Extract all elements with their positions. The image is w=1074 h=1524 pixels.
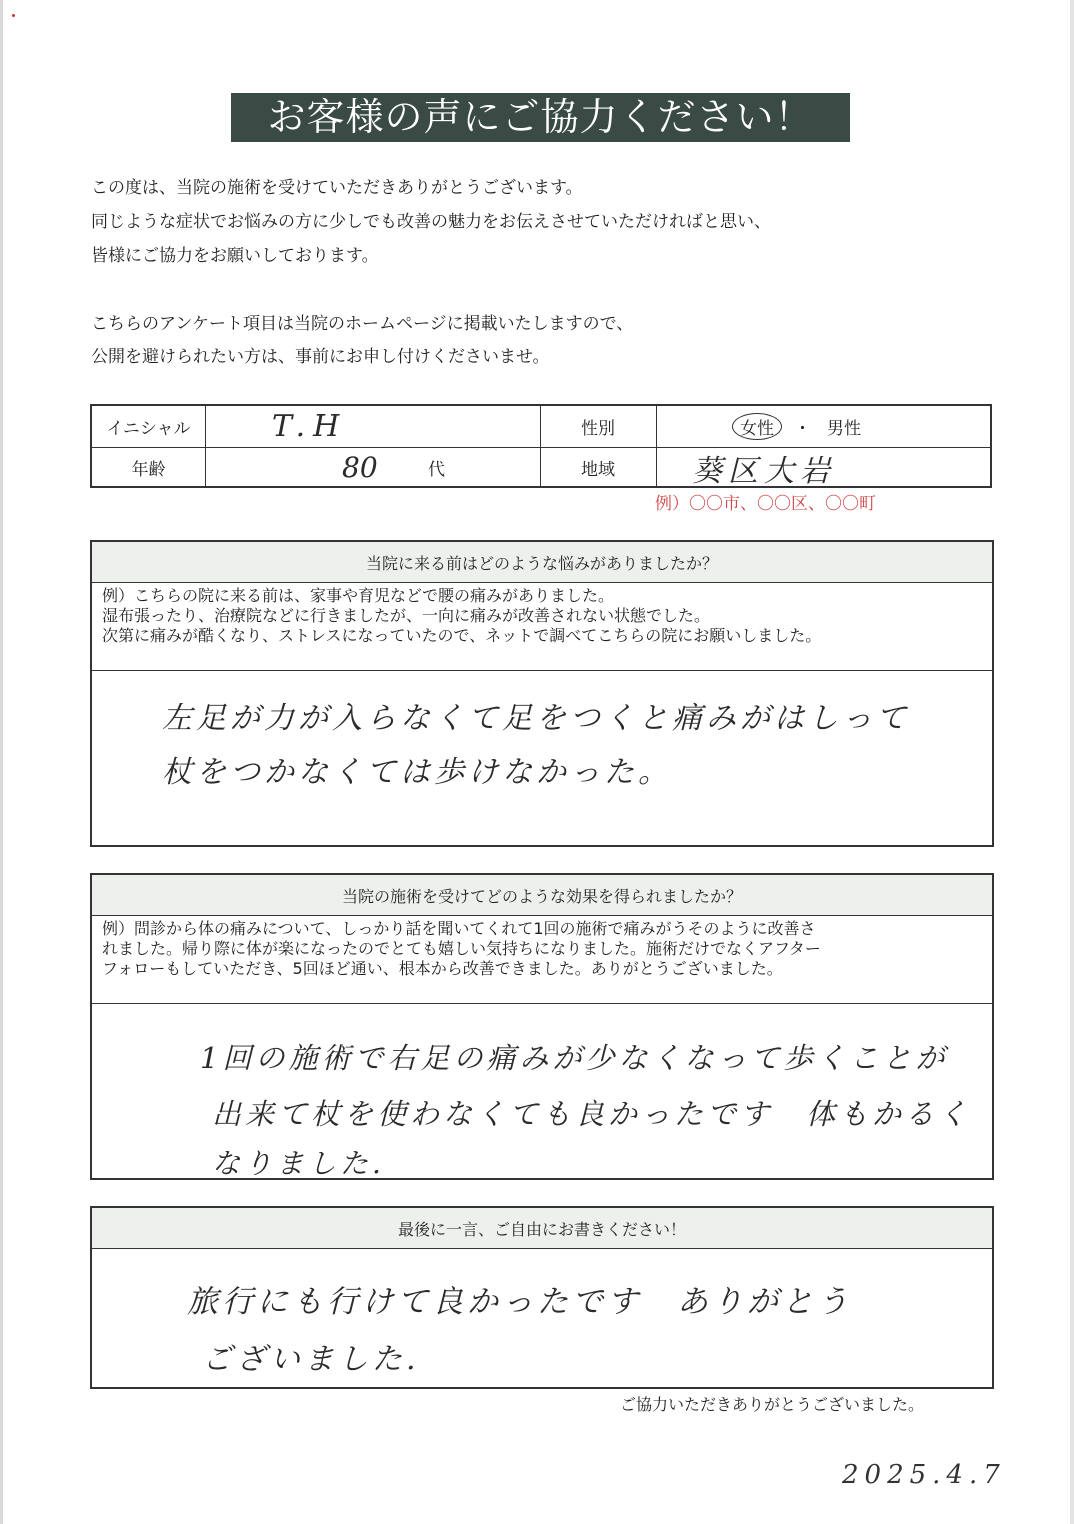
example-line: れました。帰り際に体が楽になったのでとても嬉しい気持ちになりました。施術だけでなくアフター (102, 939, 821, 958)
gender-separator: ・ (794, 419, 811, 439)
answer-line: 杖をつかなくては歩けなかった。 (162, 755, 672, 790)
example-line: 例）こちらの院に来る前は、家事や育児などで腰の痛みがありました。 (102, 586, 615, 605)
region-example-note: 例）〇〇市、〇〇区、〇〇町 (655, 494, 876, 514)
question-3-answer (92, 1248, 992, 1387)
info-col-divider-3 (656, 406, 657, 486)
intro-line-2: 同じような症状でお悩みの方に少しでも改善の魅力をお伝えさせていただければと思い、 (91, 212, 771, 232)
region-label: 地域 (581, 460, 615, 480)
initial-value: T.H (272, 409, 348, 444)
answer-line: 出来て杖を使わなくても良かったです 体もかるく (212, 1097, 972, 1131)
scan-dot (12, 14, 15, 17)
question-2-answer (92, 1004, 992, 1178)
answer-line: 1回の施術で右足の痛みが少なくなって歩くことが (200, 1041, 949, 1075)
question-2-box (90, 873, 994, 1180)
intro-line-1: この度は、当院の施術を受けていただきありがとうございます。 (91, 178, 583, 198)
gender-options (732, 406, 982, 447)
gender-male: 男性 (827, 419, 861, 439)
answer-line: なりました. (212, 1147, 385, 1180)
intro-line-3: 皆様にご協力をお願いしております。 (91, 246, 379, 266)
question-1-answer (92, 671, 992, 845)
age-label: 年齢 (131, 460, 166, 480)
answer-line: ございました. (202, 1342, 420, 1377)
example-line: 例）問診から体の痛みについて、しっかり話を聞いてくれて1回の施術で痛みがうそのように改善さ (102, 919, 816, 938)
question-2-heading: 当院の施術を受けてどのような効果を得られましたか？ (92, 875, 992, 916)
closing-thanks: ご協力いただきありがとうございました。 (620, 1395, 925, 1414)
example-line: 湿布張ったり、治療院などに行きましたが、一向に痛みが改善されない状態でした。 (102, 606, 711, 625)
question-3-box (90, 1206, 994, 1389)
age-value: 80 (342, 451, 378, 484)
question-3-heading: 最後に一言、ご自由にお書きください！ (92, 1208, 992, 1249)
gender-label: 性別 (581, 419, 615, 439)
region-value: 葵区大岩 (692, 453, 836, 489)
question-1-example (92, 582, 992, 671)
initial-label: イニシャル (106, 419, 191, 439)
gender-female-circled: 女性 (732, 413, 782, 440)
question-2-example (92, 915, 992, 1004)
question-1-heading: 当院に来る前はどのような悩みがありましたか？ (92, 542, 992, 583)
answer-line: 左足が力が入らなくて足をつくと痛みがはしって (162, 701, 910, 736)
scan-edge-left (0, 0, 3, 1524)
page-title: お客様の声にご協力ください！ (231, 93, 850, 142)
handwritten-date: 2025.4.7 (842, 1460, 1006, 1490)
example-line: フォローもしていただき、5回ほど通い、根本から改善できました。ありがとうございました。 (102, 959, 783, 978)
info-col-divider-1 (205, 406, 206, 486)
intro-line-5: 公開を避けられたい方は、事前にお申し付けくださいませ。 (91, 347, 550, 367)
question-1-box (90, 540, 994, 847)
customer-info-table (90, 404, 992, 488)
age-unit: 代 (428, 460, 445, 480)
answer-line: 旅行にも行けて良かったです ありがとう (187, 1284, 852, 1320)
intro-line-4: こちらのアンケート項目は当院のホームページに掲載いたしますので、 (91, 314, 634, 334)
scan-edge-right (1070, 0, 1074, 1524)
example-line: 次第に痛みが酷くなり、ストレスになっていたので、ネットで調べてこちらの院にお願いしました。 (102, 626, 822, 645)
